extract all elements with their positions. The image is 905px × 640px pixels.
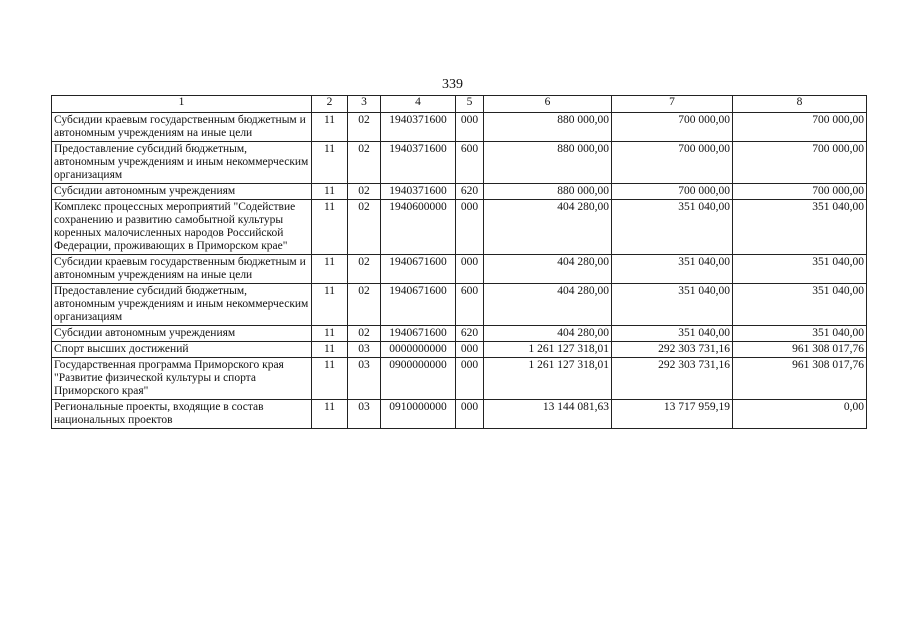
target-article-code: 1940671600 — [381, 326, 456, 342]
subsection-code: 02 — [348, 255, 381, 284]
amount-col-7: 351 040,00 — [612, 200, 733, 255]
amount-col-6: 13 144 081,63 — [484, 400, 612, 429]
row-name: Спорт высших достижений — [52, 342, 312, 358]
subsection-code: 02 — [348, 142, 381, 184]
amount-col-7: 351 040,00 — [612, 284, 733, 326]
amount-col-6: 880 000,00 — [484, 184, 612, 200]
amount-col-6: 880 000,00 — [484, 142, 612, 184]
section-code: 11 — [312, 400, 348, 429]
table-header-row — [52, 96, 867, 113]
target-article-code: 1940671600 — [381, 255, 456, 284]
header-col-3: 3 — [348, 96, 381, 113]
amount-col-6: 1 261 127 318,01 — [484, 358, 612, 400]
table-row — [52, 200, 867, 255]
budget-table — [51, 95, 867, 429]
amount-col-7: 700 000,00 — [612, 113, 733, 142]
row-name: Предоставление субсидий бюджетным, автономным учреждениям и иным некоммерческим организациям — [52, 142, 312, 184]
target-article-code: 0910000000 — [381, 400, 456, 429]
amount-col-6: 880 000,00 — [484, 113, 612, 142]
table-row — [52, 142, 867, 184]
table-row — [52, 284, 867, 326]
subsection-code: 03 — [348, 358, 381, 400]
amount-col-8: 351 040,00 — [733, 200, 867, 255]
target-article-code: 0900000000 — [381, 358, 456, 400]
amount-col-8: 700 000,00 — [733, 184, 867, 200]
section-code: 11 — [312, 113, 348, 142]
expense-type-code: 600 — [456, 142, 484, 184]
row-name: Предоставление субсидий бюджетным, автономным учреждениям и иным некоммерческим организациям — [52, 284, 312, 326]
header-col-5: 5 — [456, 96, 484, 113]
table-row — [52, 326, 867, 342]
header-col-1: 1 — [52, 96, 312, 113]
table-row — [52, 255, 867, 284]
row-name: Комплекс процессных мероприятий "Содействие сохранению и развитию самобытной культуры коренных малочисленных народов Российской Федерации, проживающих в Приморском крае" — [52, 200, 312, 255]
header-col-4: 4 — [381, 96, 456, 113]
subsection-code: 02 — [348, 113, 381, 142]
expense-type-code: 000 — [456, 200, 484, 255]
amount-col-7: 351 040,00 — [612, 326, 733, 342]
section-code: 11 — [312, 255, 348, 284]
amount-col-6: 1 261 127 318,01 — [484, 342, 612, 358]
target-article-code: 1940671600 — [381, 284, 456, 326]
amount-col-8: 700 000,00 — [733, 113, 867, 142]
amount-col-8: 700 000,00 — [733, 142, 867, 184]
expense-type-code: 000 — [456, 255, 484, 284]
amount-col-6: 404 280,00 — [484, 200, 612, 255]
amount-col-7: 292 303 731,16 — [612, 342, 733, 358]
amount-col-8: 0,00 — [733, 400, 867, 429]
subsection-code: 02 — [348, 200, 381, 255]
row-name: Субсидии краевым государственным бюджетным и автономным учреждениям на иные цели — [52, 255, 312, 284]
section-code: 11 — [312, 342, 348, 358]
table-row — [52, 184, 867, 200]
target-article-code: 1940371600 — [381, 184, 456, 200]
header-col-6: 6 — [484, 96, 612, 113]
section-code: 11 — [312, 200, 348, 255]
expense-type-code: 600 — [456, 284, 484, 326]
row-name: Региональные проекты, входящие в состав национальных проектов — [52, 400, 312, 429]
amount-col-8: 961 308 017,76 — [733, 358, 867, 400]
table-row — [52, 342, 867, 358]
expense-type-code: 620 — [456, 184, 484, 200]
subsection-code: 02 — [348, 284, 381, 326]
row-name: Государственная программа Приморского края "Развитие физической культуры и спорта Приморского края" — [52, 358, 312, 400]
expense-type-code: 000 — [456, 342, 484, 358]
header-col-2: 2 — [312, 96, 348, 113]
header-col-8: 8 — [733, 96, 867, 113]
expense-type-code: 000 — [456, 358, 484, 400]
subsection-code: 03 — [348, 400, 381, 429]
amount-col-6: 404 280,00 — [484, 326, 612, 342]
expense-type-code: 000 — [456, 113, 484, 142]
row-name: Субсидии автономным учреждениям — [52, 184, 312, 200]
section-code: 11 — [312, 184, 348, 200]
target-article-code: 1940600000 — [381, 200, 456, 255]
table-row — [52, 400, 867, 429]
table-row — [52, 358, 867, 400]
expense-type-code: 620 — [456, 326, 484, 342]
amount-col-8: 351 040,00 — [733, 284, 867, 326]
amount-col-6: 404 280,00 — [484, 255, 612, 284]
amount-col-7: 700 000,00 — [612, 184, 733, 200]
section-code: 11 — [312, 284, 348, 326]
section-code: 11 — [312, 142, 348, 184]
amount-col-7: 292 303 731,16 — [612, 358, 733, 400]
row-name: Субсидии автономным учреждениям — [52, 326, 312, 342]
amount-col-6: 404 280,00 — [484, 284, 612, 326]
amount-col-8: 961 308 017,76 — [733, 342, 867, 358]
subsection-code: 02 — [348, 326, 381, 342]
target-article-code: 0000000000 — [381, 342, 456, 358]
amount-col-8: 351 040,00 — [733, 255, 867, 284]
target-article-code: 1940371600 — [381, 142, 456, 184]
section-code: 11 — [312, 358, 348, 400]
section-code: 11 — [312, 326, 348, 342]
subsection-code: 03 — [348, 342, 381, 358]
amount-col-7: 351 040,00 — [612, 255, 733, 284]
amount-col-7: 13 717 959,19 — [612, 400, 733, 429]
target-article-code: 1940371600 — [381, 113, 456, 142]
subsection-code: 02 — [348, 184, 381, 200]
amount-col-8: 351 040,00 — [733, 326, 867, 342]
expense-type-code: 000 — [456, 400, 484, 429]
page-number: 339 — [442, 77, 463, 92]
row-name: Субсидии краевым государственным бюджетным и автономным учреждениям на иные цели — [52, 113, 312, 142]
table-row — [52, 113, 867, 142]
amount-col-7: 700 000,00 — [612, 142, 733, 184]
header-col-7: 7 — [612, 96, 733, 113]
